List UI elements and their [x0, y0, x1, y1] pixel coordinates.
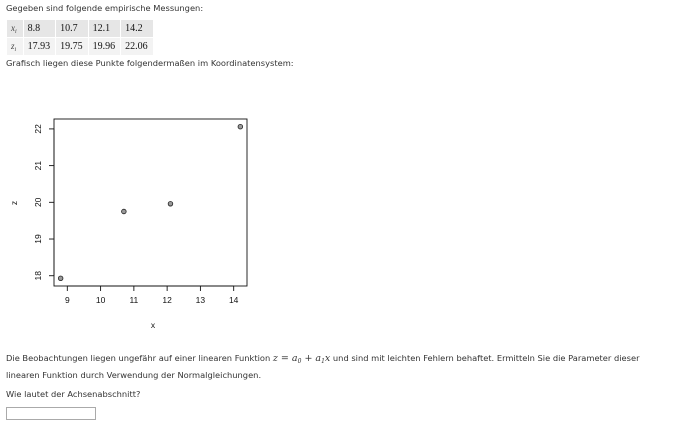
function-formula: $z = a_0 + a_1x$ — [272, 353, 331, 365]
table-cell: 22.06 — [121, 38, 154, 56]
table-cell: 17.93 — [23, 38, 56, 56]
x-tick-label: 12 — [162, 295, 172, 305]
answer-input[interactable] — [6, 407, 96, 420]
x-tick-label: 10 — [95, 295, 106, 305]
y-axis-label: z — [9, 200, 19, 206]
data-point — [238, 124, 243, 129]
y-tick-label: 19 — [33, 234, 43, 244]
y-tick-label: 20 — [33, 197, 43, 208]
x-axis-label: x — [150, 320, 156, 330]
y-tick-label: 21 — [33, 160, 43, 171]
row-header-subscript: i — [15, 29, 17, 35]
x-tick-label: 13 — [195, 295, 206, 305]
data-point — [168, 201, 173, 206]
y-tick-label: 18 — [33, 270, 43, 281]
x-tick-label: 11 — [129, 295, 139, 305]
data-point — [58, 276, 63, 281]
table-cell: 19.96 — [88, 38, 121, 56]
table-cell: 10.7 — [56, 20, 89, 38]
data-points — [58, 124, 242, 280]
description-part1: Die Beobachtungen liegen ungefähr auf einer linearen Funktion — [6, 353, 271, 363]
question-prompt: Wie lautet der Achsenabschnitt? — [6, 389, 141, 399]
data-point — [122, 209, 127, 214]
row-header-subscript: i — [14, 47, 17, 53]
plot-frame — [54, 119, 247, 286]
description-part2: und sind mit leichten Fehlern behaftet. Ermitteln Sie die Parameter dieser linearen Funktion durch Verwendung der Normalgleichungen. — [6, 353, 640, 380]
row-header-label: x — [11, 23, 15, 33]
x-tick-label: 9 — [64, 295, 70, 305]
intro-text: Gegeben sind folgende empirische Messungen: — [6, 3, 204, 13]
table-cell: 19.75 — [56, 38, 89, 56]
table-cell: 8.8 — [23, 20, 56, 38]
y-axis — [33, 124, 54, 281]
graph-intro-text: Grafisch liegen diese Punkte folgendermaßen im Koordinatensystem: — [6, 58, 294, 68]
table-cell: 12.1 — [88, 20, 121, 38]
table-cell: 14.2 — [121, 20, 154, 38]
row-header-label: z — [11, 41, 15, 51]
x-axis — [65, 286, 239, 305]
y-tick-label: 22 — [33, 124, 43, 134]
description-text — [6, 350, 674, 383]
x-tick-label: 14 — [228, 295, 239, 305]
